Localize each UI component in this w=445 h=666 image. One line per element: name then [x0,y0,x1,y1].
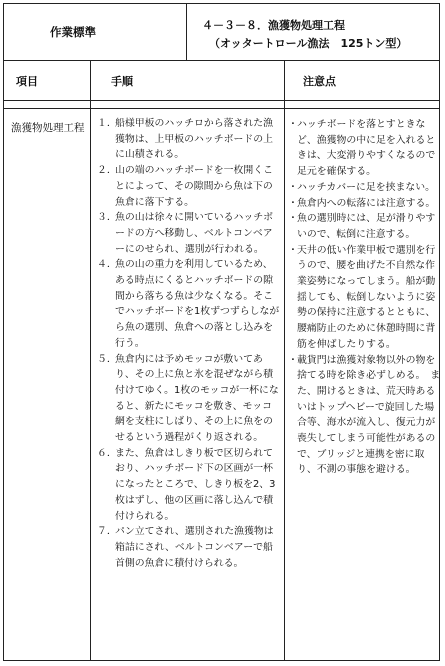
note-text: 天井の低い作業甲板で選別を行うので、腰を曲げた不自然な作業姿勢になってしまう。船が動揺しても、転倒しないように姿勢の保持に注意するとともに、腰痛防止のために休憩時間に背筋を伸ばしたりする。 [297,244,436,350]
step-text: 魚の山は徐々に開いているハッチボードの方へ移動し、ベルトコンベアーにのせられ、選別が行われる。 [115,212,274,255]
bullet: ・ [288,213,298,225]
step-text: 魚倉内には予めモッコが敷いてあり、その上に魚と氷を混ぜながら積付けてゆく。1枚のモッコが一杯になると、新たにモッコを敷き、モッコ網を支柱にしばり、その上に魚をのせるという過程がくり返される。 [115,353,279,444]
procedure-cell [97,116,280,571]
bullet: ・ [288,244,298,256]
procedure-step [97,257,280,351]
note-text: ハッチカバーに足を挟まない。 [297,181,436,193]
bullet: ・ [288,197,298,209]
notes-cell [288,117,441,478]
table-header [4,4,439,61]
work-standard-table [3,3,440,661]
note-text: ハッチボードを落とすときなど、漁獲物の中に足を入れるときは、大変滑りやすくなるので足元を確保する。 [297,119,436,178]
document-subtitle: （オッタートロール漁法 125トン型） [209,37,408,50]
caution-note [288,243,441,353]
note-text: 載貨門は漁獲対象物以外の物を捨てる時を除き必ずしめる。 また、開けるときは、荒天時あるいはトップヘビーで旋回した場合等、海水が流入し、復元力が喪失してしまう可能性があるので、ブリッジと連携を密に取り、不測の事態を避ける。 [297,354,441,476]
bullet: ・ [288,354,298,366]
item-cell: 漁獲物処理工程 [11,122,85,134]
header-left-title: 作業標準 [4,4,187,60]
bullet: ・ [288,119,298,130]
step-number: ２． [97,165,117,177]
procedure-step [97,210,280,257]
step-text: 船様甲板のハッチロから落された漁獲物は、上甲板のハッチボードの上に山積される。 [115,118,274,161]
step-number: １． [97,118,117,129]
procedure-step [97,163,280,210]
step-number: ７． [97,526,117,538]
step-number: ４． [97,259,117,271]
column-divider [284,61,285,660]
step-number: ６． [97,447,117,459]
caution-note [288,211,441,242]
step-text: また、魚倉はしきり板で区切られており、ハッチボード下の区画が一杯になったところで、しきり板を2、3枚はずし、他の区画に落し込んで積付けられる。 [115,447,276,522]
column-notes-header: 注意点 [303,75,336,88]
column-item-header: 項目 [16,75,38,88]
header-right [187,4,439,60]
caution-note [288,180,441,196]
step-number: ５． [97,353,117,365]
step-number: ３． [97,212,117,224]
step-text: パン立てされ、選別された漁獲物は箱詰にされ、ベルトコンベアーで船首側の魚倉に積付けられる。 [115,526,274,569]
column-header-row [4,61,439,101]
bullet: ・ [288,181,298,193]
note-text: 魚の選別時には、足が滑りやすいので、転倒に注意する。 [297,213,436,240]
column-procedure-header: 手順 [111,75,133,88]
procedure-step [97,446,280,525]
procedure-step [97,524,280,571]
spacer-row [4,101,439,109]
step-text: 魚の山の重力を利用しているため、ある時点にくるとハッチボードの隙間から落ちる魚は少なくなる。そこでハッチボードを1枚ずつずらしながら魚の選別、魚倉への落とし込みを行う。 [115,259,280,349]
procedure-step [97,352,280,446]
caution-note [288,353,441,479]
column-divider [90,61,91,660]
step-text: 山の端のハッチボードを一枚開くことによって、その隙間から魚は下の魚倉に落下する。 [115,165,274,208]
note-text: 魚倉内への転落には注意する。 [297,197,436,209]
caution-note [288,117,441,180]
caution-note [288,196,441,212]
procedure-step [97,116,280,163]
document-title: ４－３－８．漁獲物処理工程 [202,19,345,32]
